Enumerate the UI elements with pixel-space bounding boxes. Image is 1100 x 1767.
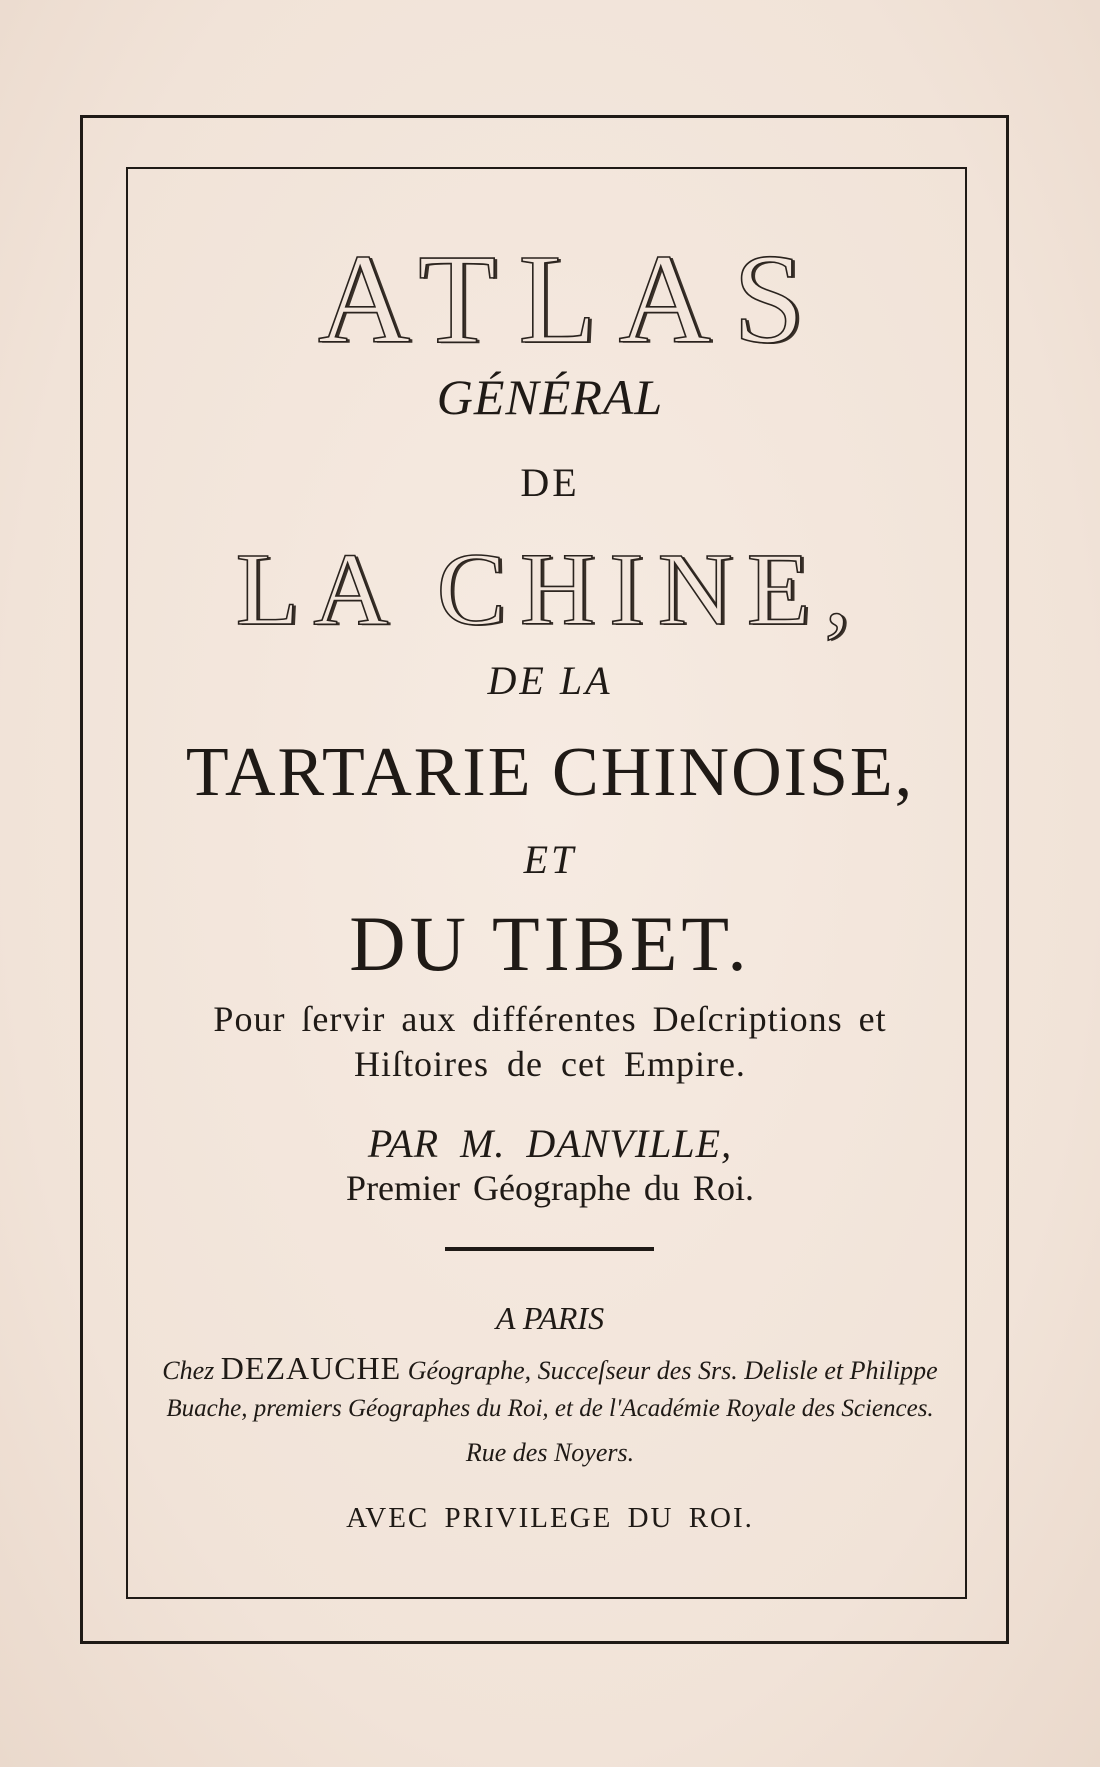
subtitle-line-1: Pour ſervir aux différentes Deſcriptions et xyxy=(213,999,887,1039)
privilege-notice: AVEC PRIVILEGE DU ROI. xyxy=(346,1502,754,1534)
imprint-publisher-line-2: Buache, premiers Géographes du Roi, et de l'Académie Royale des Sciences. xyxy=(166,1395,934,1422)
imprint-address: Rue des Noyers. xyxy=(465,1438,635,1467)
title-general: GÉNÉRAL xyxy=(436,369,664,425)
author-title: Premier Géographe du Roi. xyxy=(346,1168,754,1208)
publisher-rest: Géographe, Succeſseur des Srs. Delisle et Philippe xyxy=(407,1356,938,1385)
imprint-place: A PARIS xyxy=(495,1300,605,1336)
title-du-tibet: DU TIBET. xyxy=(349,900,751,987)
title-de: DE xyxy=(520,460,580,505)
title-de-la: DE LA xyxy=(487,658,613,703)
title-et: ET xyxy=(523,837,577,882)
divider-rule xyxy=(445,1247,654,1251)
title-atlas: ATLAS xyxy=(317,228,827,370)
title-la-chine: LA CHINE, xyxy=(235,532,865,647)
imprint-publisher-line-1 xyxy=(0,1352,1100,1384)
title-tartarie-chinoise: TARTARIE CHINOISE, xyxy=(185,734,915,811)
publisher-name: DEZAUCHE xyxy=(220,1350,402,1386)
author-name: PAR M. DANVILLE, xyxy=(367,1121,733,1166)
subtitle-line-2: Hiſtoires de cet Empire. xyxy=(354,1044,746,1084)
publisher-prefix: Chez xyxy=(162,1356,215,1385)
